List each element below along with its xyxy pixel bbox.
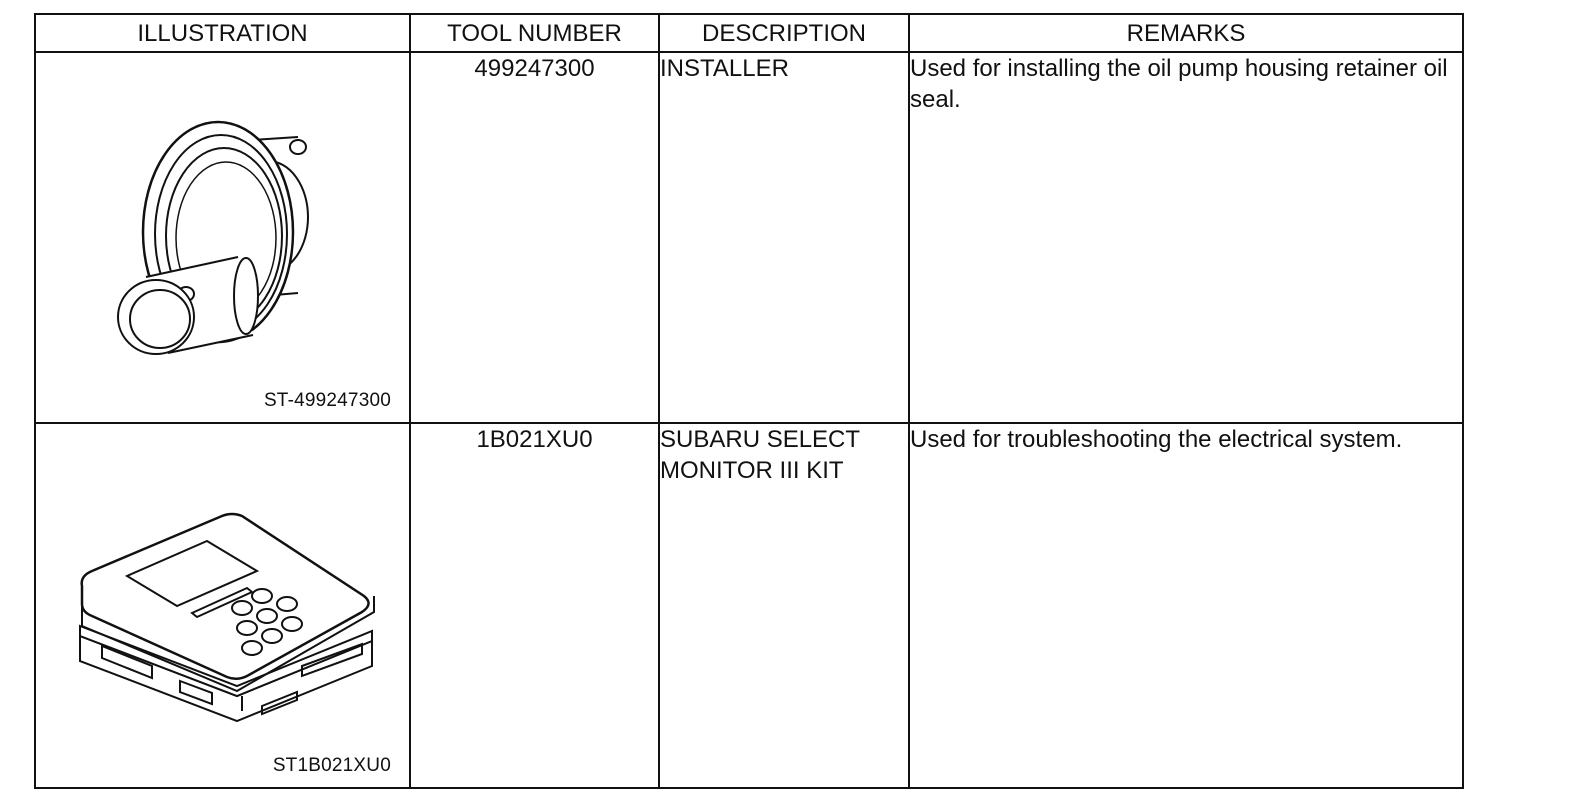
table-row [35, 52, 1463, 423]
header-tool-number: TOOL NUMBER [410, 14, 659, 52]
illustration-code: ST-499247300 [263, 390, 391, 411]
special-tools-table [34, 13, 1464, 789]
description-line: SUBARU SELECT [660, 426, 861, 453]
description-cell: INSTALLER [659, 52, 909, 423]
illustration-cell [35, 423, 410, 788]
header-illustration: ILLUSTRATION [35, 14, 410, 52]
description-line: MONITOR III KIT [660, 457, 844, 484]
tool-number-cell: 499247300 [410, 52, 659, 423]
header-row [35, 14, 1463, 52]
description-cell [659, 423, 909, 788]
select-monitor-kit-icon [72, 486, 392, 726]
table-row [35, 423, 1463, 788]
remarks-cell: Used for installing the oil pump housing retainer oil seal. [909, 52, 1463, 423]
header-remarks: REMARKS [909, 14, 1463, 52]
tool-number-cell: 1B021XU0 [410, 423, 659, 788]
header-description: DESCRIPTION [659, 14, 909, 52]
illustration-cell [35, 52, 410, 423]
installer-tool-icon [98, 117, 358, 357]
illustration-code: ST1B021XU0 [272, 755, 391, 776]
remarks-cell: Used for troubleshooting the electrical system. [909, 423, 1463, 788]
